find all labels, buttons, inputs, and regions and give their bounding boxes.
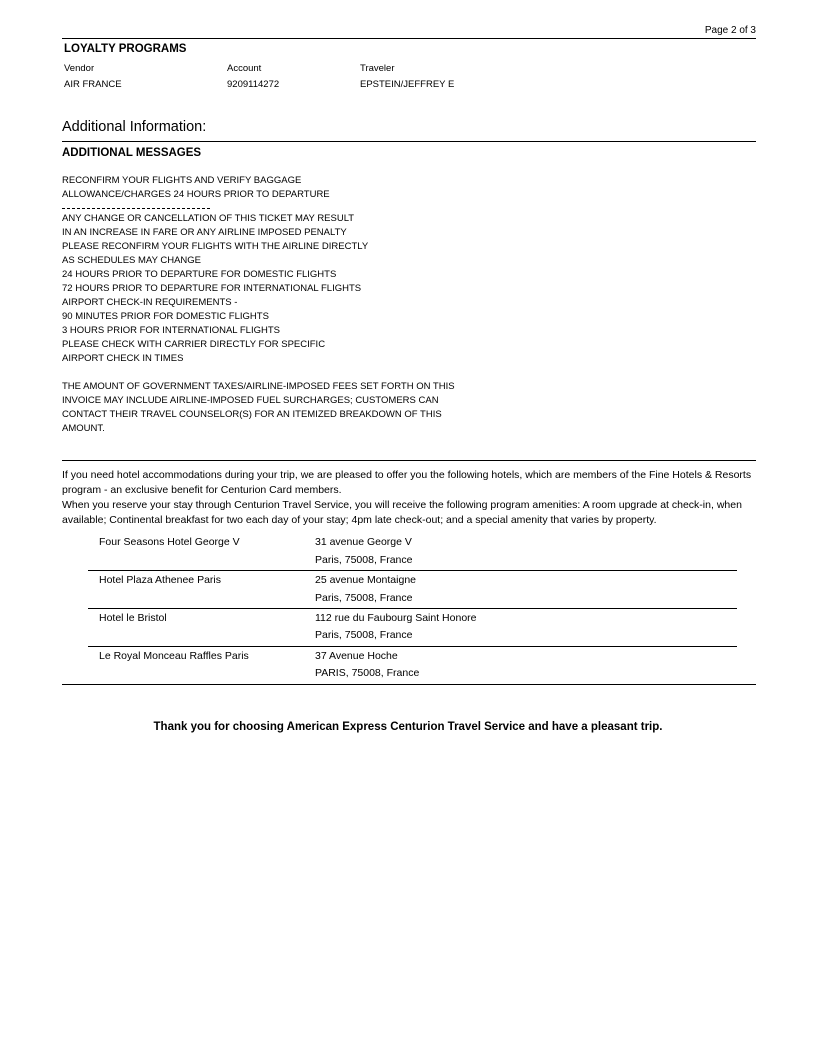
page-number: Page 2 of 3 <box>704 25 756 36</box>
loyalty-account-value: 9209114272 <box>227 79 280 90</box>
message-line: 72 HOURS PRIOR TO DEPARTURE FOR INTERNATIONAL FLIGHTS <box>62 283 362 294</box>
messages-block-a <box>62 174 330 202</box>
additional-messages-title: ADDITIONAL MESSAGES <box>62 147 202 159</box>
hotel-address-line2: Paris, 75008, France <box>315 629 413 641</box>
hotel-name: Le Royal Monceau Raffles Paris <box>99 650 249 662</box>
message-divider <box>62 208 210 209</box>
messages-block-b <box>62 212 368 366</box>
message-line: 3 HOURS PRIOR FOR INTERNATIONAL FLIGHTS <box>62 325 280 336</box>
message-line: ALLOWANCE/CHARGES 24 HOURS PRIOR TO DEPARTURE <box>62 189 330 200</box>
message-line: 24 HOURS PRIOR TO DEPARTURE FOR DOMESTIC FLIGHTS <box>62 269 337 280</box>
hotel-address-line2: Paris, 75008, France <box>315 554 413 566</box>
message-line: INVOICE MAY INCLUDE AIRLINE-IMPOSED FUEL SURCHARGES; CUSTOMERS CAN <box>62 395 439 406</box>
additional-rule <box>62 141 756 142</box>
hotel-row-divider <box>88 608 737 609</box>
hotel-intro-paragraph-2: When you reserve your stay through Centurion Travel Service, you will receive the following program amenities: A room upgrade at check-in, when available; Continental breakfast for two each day of your stay; 4pm late check-out; and a special amenity that varies by property. <box>62 499 742 526</box>
hotel-address-line1: 37 Avenue Hoche <box>315 650 398 662</box>
message-line: IN AN INCREASE IN FARE OR ANY AIRLINE IMPOSED PENALTY <box>62 227 347 238</box>
message-line: ANY CHANGE OR CANCELLATION OF THIS TICKET MAY RESULT <box>62 213 355 224</box>
message-line: AS SCHEDULES MAY CHANGE <box>62 255 202 266</box>
message-line: RECONFIRM YOUR FLIGHTS AND VERIFY BAGGAGE <box>62 175 302 186</box>
messages-block-c <box>62 380 455 436</box>
hotel-name: Four Seasons Hotel George V <box>99 536 240 548</box>
hotel-row-divider <box>88 570 737 571</box>
message-line: AIRPORT CHECK IN TIMES <box>62 353 184 364</box>
message-line: PLEASE RECONFIRM YOUR FLIGHTS WITH THE AIRLINE DIRECTLY <box>62 241 369 252</box>
loyalty-traveler-value: EPSTEIN/JEFFREY E <box>360 79 455 90</box>
hotel-address-line1: 112 rue du Faubourg Saint Honore <box>315 612 477 624</box>
message-line: 90 MINUTES PRIOR FOR DOMESTIC FLIGHTS <box>62 311 269 322</box>
message-line: THE AMOUNT OF GOVERNMENT TAXES/AIRLINE-IMPOSED FEES SET FORTH ON THIS <box>62 381 455 392</box>
loyalty-vendor-value: AIR FRANCE <box>64 79 122 90</box>
hotel-name: Hotel Plaza Athenee Paris <box>99 574 221 586</box>
message-line: CONTACT THEIR TRAVEL COUNSELOR(S) FOR AN ITEMIZED BREAKDOWN OF THIS <box>62 409 442 420</box>
hotel-row-divider <box>88 646 737 647</box>
additional-info-heading: Additional Information: <box>62 119 207 135</box>
hotel-name: Hotel le Bristol <box>99 612 167 624</box>
loyalty-header-account: Account <box>227 63 262 74</box>
message-line: AIRPORT CHECK-IN REQUIREMENTS - <box>62 297 238 308</box>
hotel-address-line1: 31 avenue George V <box>315 536 412 548</box>
hotel-address-line1: 25 avenue Montaigne <box>315 574 416 586</box>
hotel-address-line2: PARIS, 75008, France <box>315 667 420 679</box>
hotel-intro-paragraph-1: If you need hotel accommodations during your trip, we are pleased to offer you the following hotels, which are members of the Fine Hotels & Resorts program - an exclusive benefit for Centurion Card members. <box>62 469 752 496</box>
message-line: PLEASE CHECK WITH CARRIER DIRECTLY FOR SPECIFIC <box>62 339 326 350</box>
loyalty-header-traveler: Traveler <box>360 63 395 74</box>
message-line: AMOUNT. <box>62 423 105 434</box>
hotel-intro <box>62 468 756 528</box>
loyalty-header-vendor: Vendor <box>64 63 95 74</box>
hotels-bottom-rule <box>62 684 756 685</box>
top-rule <box>62 38 756 39</box>
thank-you-message: Thank you for choosing American Express Centurion Travel Service and have a pleasant trip. <box>153 721 663 733</box>
hotel-address-line2: Paris, 75008, France <box>315 592 413 604</box>
loyalty-title: LOYALTY PROGRAMS <box>64 43 187 55</box>
hotels-top-rule <box>62 460 756 461</box>
